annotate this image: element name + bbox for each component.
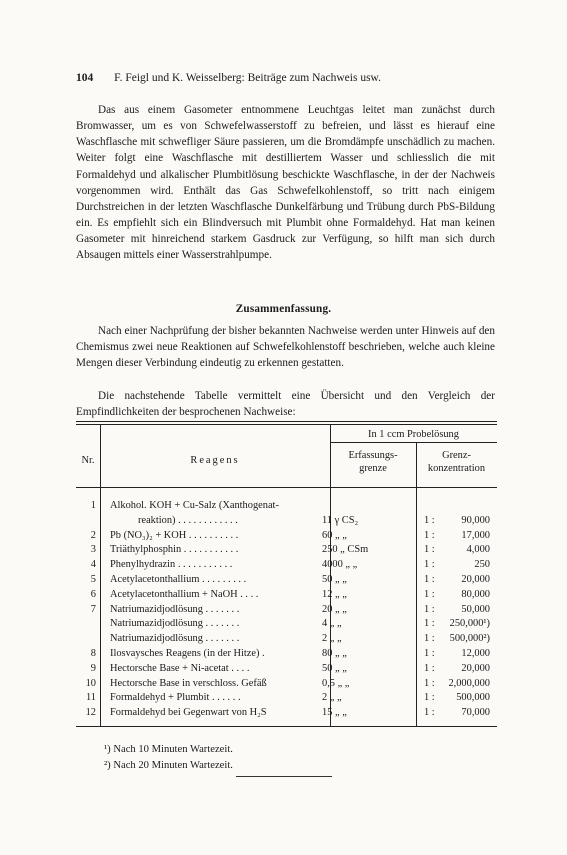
end-rule [236,776,332,777]
reagent-name: Phenylhydrazin . . . . . . . . . . . [110,559,233,571]
row-number: 9 [90,662,96,674]
detection-limit: 12 „ „ [322,588,347,600]
row-number: 8 [90,648,96,659]
limit-concentration: 12,000 [461,648,490,659]
table-row [76,603,497,618]
reagent-name: Natriumazidjodlösung . . . . . . . [110,603,240,615]
reagent-name: Formaldehyd + Plumbit . . . . . . [110,692,241,704]
ratio-prefix: 1 : [424,618,435,630]
table-row [76,647,497,662]
table-row [76,529,497,544]
limit-concentration: 500,000²) [449,633,490,645]
row-number: 7 [90,603,96,615]
limit-concentration: 4,000 [466,544,490,556]
table-top-rule-2 [76,424,497,425]
ratio-prefix: 1 : [424,514,435,526]
ratio-prefix: 1 : [424,633,435,645]
limit-concentration: 500,000 [456,692,490,704]
header-grenzkonzentration-2: konzentration [427,463,486,474]
detection-limit: 0,5 „ „ [322,677,350,689]
table-row [76,691,497,706]
limit-concentration: 20,000 [461,574,490,585]
reagent-name: Acetylacetonthallium + NaOH . . . . [110,588,259,600]
page-number: 104 [76,72,94,84]
reagent-name: Triäthylphosphin . . . . . . . . . . . [110,544,239,556]
ratio-prefix: 1 : [424,588,435,600]
body-paragraph-3: Die nachstehende Tabelle vermittelt eine Übersicht und den Vergleich der Empfindlichkeiten der besprochenen Nachweise: [76,390,495,419]
reagent-name: Acetylacetonthallium . . . . . . . . . [110,574,247,585]
limit-concentration: 250,000¹) [449,618,490,630]
detection-limit: 2 „ „ [322,633,342,645]
row-number: 1 [90,500,96,511]
header-reagens: Reagens [190,455,240,466]
table-row [76,514,497,529]
table-row [76,617,497,632]
reagent-name: Ilosvaysches Reagens (in der Hitze) . [110,648,265,659]
ratio-prefix: 1 : [424,529,435,541]
detection-limit: 60 „ „ [322,529,347,541]
limit-concentration: 250 [474,559,490,571]
row-number: 5 [90,574,96,585]
limit-concentration: 2,000,000 [448,677,490,689]
footnotes [104,742,233,774]
header-group: In 1 ccm Probelösung [368,429,459,440]
limit-concentration: 80,000 [461,588,490,600]
reagent-name: Natriumazidjodlösung . . . . . . . [110,618,240,630]
limit-concentration: 17,000 [461,529,490,541]
detection-limit: 15 „ „ [322,707,347,719]
ratio-prefix: 1 : [424,662,435,674]
detection-limit: 11 γ CS₂ [322,514,359,526]
table-top-rule [76,421,497,422]
detection-limit: 50 „ „ [322,662,347,674]
ratio-prefix: 1 : [424,544,435,556]
reagent-name: reaktion) . . . . . . . . . . . . [138,514,238,526]
table-bottom-rule [76,726,497,727]
limit-concentration: 20,000 [461,662,490,674]
row-number: 11 [85,692,96,704]
detection-limit: 4000 „ „ [322,559,358,571]
body-paragraph-2: Nach einer Nachprüfung der bisher bekannten Nachweise werden unter Hinweis auf den Chemismus zwei neue Reaktionen auf Schwefelkohlenstoff beschrieben, welche auch kleine Mengen dieser Verbindung eindeutig zu erkennen gestatten. [76,325,495,370]
sensitivity-table [76,421,497,728]
reagent-name: Alkohol. KOH + Cu-Salz (Xanthogenat- [110,500,279,511]
detection-limit: 4 „ „ [322,618,342,630]
table-row [76,558,497,573]
detection-limit: 80 „ „ [322,648,347,659]
detection-limit: 2 „ „ [322,692,342,704]
ratio-prefix: 1 : [424,707,435,719]
row-number: 12 [85,707,96,719]
row-number: 4 [90,559,96,571]
ratio-prefix: 1 : [424,574,435,585]
reagent-name: Formaldehyd bei Gegenwart von H₂S [110,707,267,719]
header-bottom-rule [76,487,497,488]
table-row [76,677,497,692]
limit-concentration: 50,000 [461,603,490,615]
table-row [76,662,497,677]
limit-concentration: 70,000 [461,707,490,719]
group-header-rule [330,442,497,443]
ratio-prefix: 1 : [424,559,435,571]
table-row [76,499,497,514]
body-paragraph-1: Das aus einem Gasometer entnommene Leuchtgas leitet man zunächst durch Bromwasser, um es von Schwefelwasserstoff zu befreien, und lässt es hierauf eine Waschflasche mit schwefliger Säure passieren, um die Bromdämpfe unschädlich zu machen. Weiter folgt eine Waschflasche mit destilliertem Wasser und schliesslich die mit Formaldehyd und alkalischer Plumbitlösung beschickte Waschflasche, in der der Nachweis vorgenommen wird. Enthält das Gas Schwefelkohlenstoff, so tritt nach einigem Durchstreichen in der letzten Waschflasche Dunkelfärbung und Trübung durch PbS-Bildung ein. Es empfiehlt sich ein Blindversuch mit Plumbit ohne Formaldehyd. Hat man keinen Gasometer mit hinreichend starkem Gasdruck zur Verfügung, so hilft man sich durch Absaugen mittels einer Wasserstrahlpumpe. [76,104,495,262]
footnote-2: ²) Nach 20 Minuten Wartezeit. [104,760,233,771]
row-number: 10 [85,677,96,689]
table-row [76,632,497,647]
running-header [76,72,496,84]
table-row [76,573,497,588]
table-row [76,588,497,603]
header-nr: Nr. [81,455,95,466]
reagent-name: Natriumazidjodlösung . . . . . . . [110,633,240,645]
detection-limit: 250 „ CSm [322,544,369,556]
limit-concentration: 90,000 [461,514,490,526]
detection-limit: 20 „ „ [322,603,347,615]
header-erfassungsgrenze-2: grenze [359,463,387,474]
table-row [76,706,497,721]
ratio-prefix: 1 : [424,648,435,659]
row-number: 3 [90,544,96,556]
footnote-1: ¹) Nach 10 Minuten Wartezeit. [104,744,233,755]
table-row [76,543,497,558]
running-title: F. Feigl und K. Weisselberg: Beiträge zum Nachweis usw. [114,72,381,84]
header-erfassungsgrenze-1: Erfassungs- [348,450,398,461]
row-number: 6 [90,588,96,600]
header-grenzkonzentration-1: Grenz- [442,450,471,461]
detection-limit: 50 „ „ [322,574,347,585]
ratio-prefix: 1 : [424,692,435,704]
ratio-prefix: 1 : [424,677,435,689]
section-title: Zusammenfassung. [235,303,332,315]
row-number: 2 [90,529,96,541]
reagent-name: Pb (NO₃)₂ + KOH . . . . . . . . . . [110,529,239,541]
reagent-name: Hectorsche Base in verschloss. Gefäß [110,677,267,689]
reagent-name: Hectorsche Base + Ni-acetat . . . . [110,662,250,674]
ratio-prefix: 1 : [424,603,435,615]
